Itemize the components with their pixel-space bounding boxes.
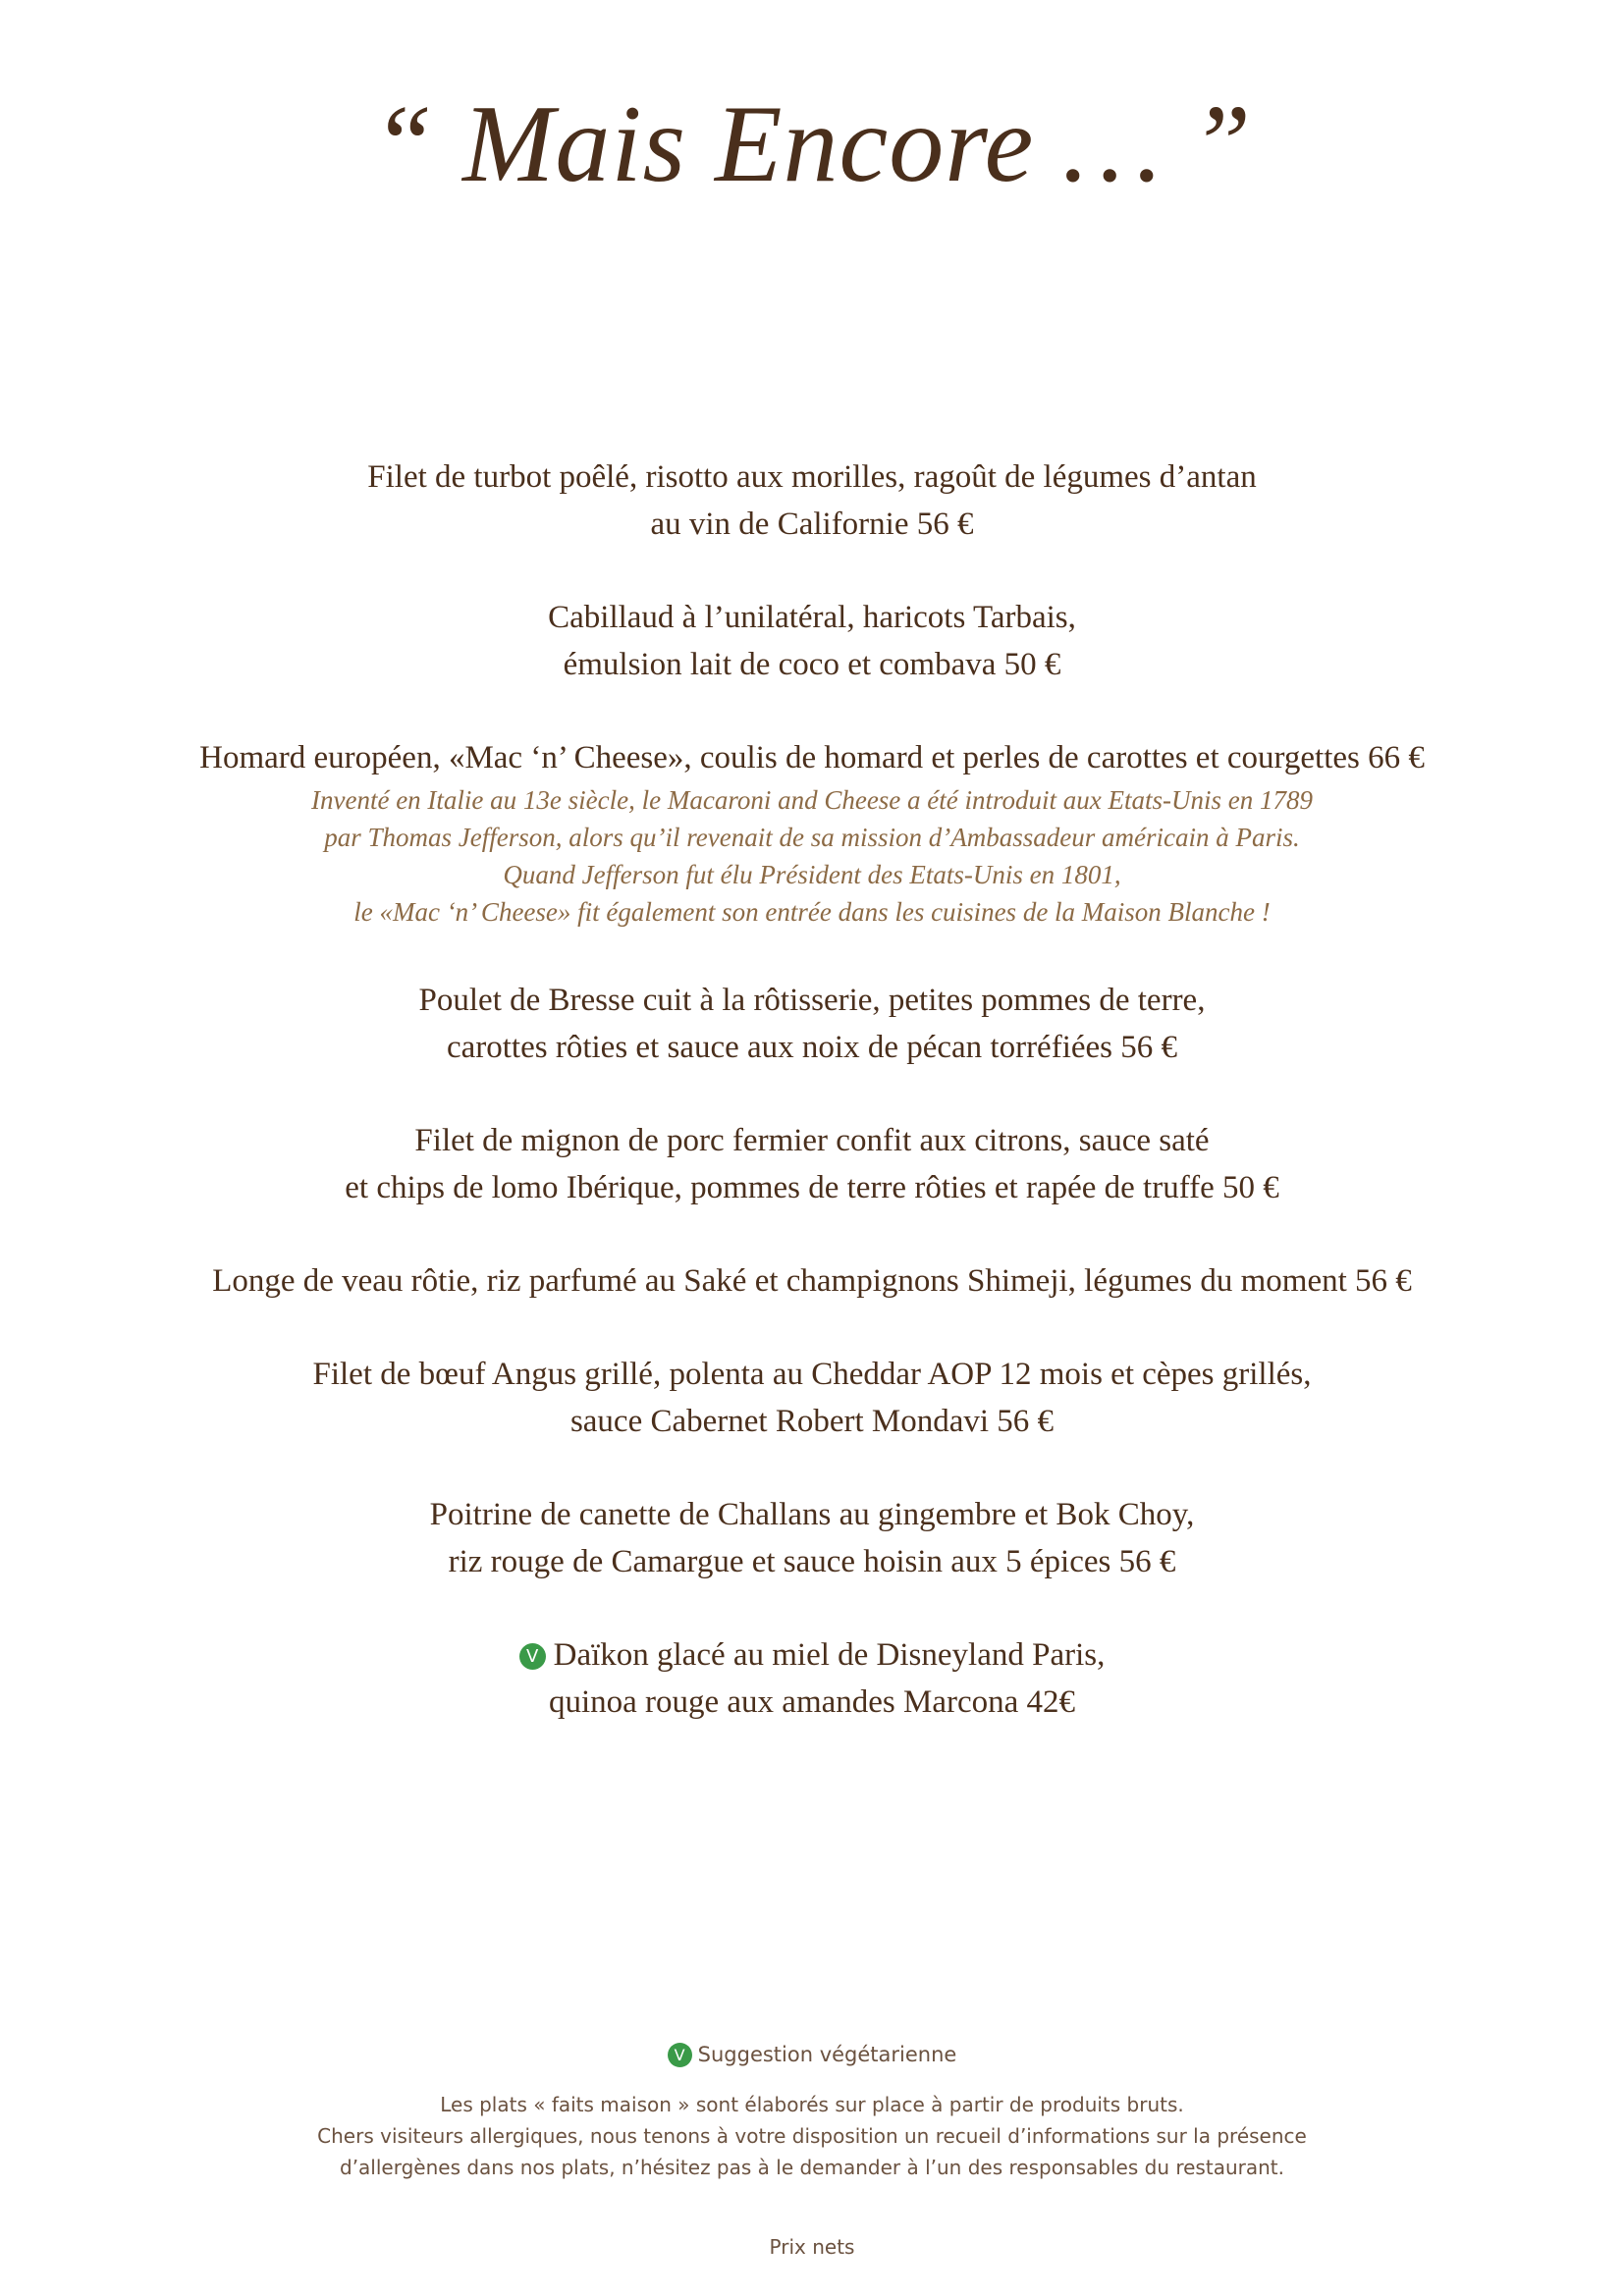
dish-history-note: le «Mac ‘n’ Cheese» fit également son entrée dans les cuisines de la Maison Blanche ! — [353, 897, 1271, 927]
dish-text: Daïkon glacé au miel de Disneyland Paris, — [553, 1637, 1106, 1673]
footer-note: d’allergènes dans nos plats, n’hésitez pas à le demander à l’un des responsables du restaurant. — [340, 2156, 1284, 2179]
dish-line — [0, 1024, 1624, 1071]
dish-item — [0, 977, 1624, 1071]
prix-nets: Prix nets — [769, 2235, 855, 2259]
dish-line — [0, 454, 1624, 501]
dish-text: sauce Cabernet Robert Mondavi 56 € — [569, 1404, 1055, 1439]
dish-history-note: Inventé en Italie au 13e siècle, le Macaroni and Cheese a été introduit aux Etats-Unis en 1789 — [311, 785, 1313, 815]
dish-item — [0, 594, 1624, 688]
dish-line — [0, 594, 1624, 641]
footer-note: Les plats « faits maison » sont élaborés sur place à partir de produits bruts. — [440, 2093, 1184, 2116]
dish-line — [0, 1351, 1624, 1398]
dish-line — [0, 1257, 1624, 1305]
dish-line — [0, 1398, 1624, 1445]
dish-line — [0, 977, 1624, 1024]
dish-text: Cabillaud à l’unilatéral, haricots Tarbais, — [548, 600, 1076, 635]
dish-text: carottes rôties et sauce aux noix de pécan torréfiées 56 € — [446, 1030, 1177, 1065]
dish-text: au vin de Californie 56 € — [650, 507, 974, 542]
dish-text: Longe de veau rôtie, riz parfumé au Saké et champignons Shimeji, légumes du moment 56 € — [212, 1263, 1412, 1299]
dish-line — [0, 1631, 1624, 1679]
dish-line — [0, 1164, 1624, 1211]
dish-item — [0, 1257, 1624, 1305]
dish-line — [0, 1117, 1624, 1164]
dish-text: Filet de mignon de porc fermier confit aux citrons, sauce saté — [414, 1123, 1210, 1158]
dish-line — [0, 641, 1624, 688]
dish-line — [0, 1491, 1624, 1538]
dish-text: Homard européen, «Mac ‘n’ Cheese», coulis de homard et perles de carottes et courgettes 66 € — [199, 740, 1425, 775]
dish-item — [0, 1491, 1624, 1585]
dish-item — [0, 1631, 1624, 1726]
dish-line — [0, 1679, 1624, 1726]
dish-line — [0, 734, 1624, 781]
dish-item — [0, 734, 1624, 931]
dish-line — [0, 501, 1624, 548]
dish-text: quinoa rouge aux amandes Marcona 42€ — [548, 1684, 1076, 1720]
dish-list — [0, 454, 1624, 1772]
dish-text: et chips de lomo Ibérique, pommes de terre rôties et rapée de truffe 50 € — [345, 1170, 1279, 1205]
dish-text: Filet de bœuf Angus grillé, polenta au Cheddar AOP 12 mois et cèpes grillés, — [312, 1357, 1312, 1392]
menu-title: “ Mais Encore … ” — [371, 83, 1253, 205]
dish-history-note: par Thomas Jefferson, alors qu’il revenait de sa mission d’Ambassadeur américain à Paris. — [324, 823, 1300, 852]
dish-history-note: Quand Jefferson fut élu Président des Etats-Unis en 1801, — [503, 860, 1121, 889]
vegetarian-legend — [0, 2040, 1624, 2069]
footer-note: Chers visiteurs allergiques, nous tenons à votre disposition un recueil d’informations sur la présence — [317, 2124, 1307, 2148]
dish-text: Poulet de Bresse cuit à la rôtisserie, petites pommes de terre, — [418, 983, 1206, 1018]
dish-text: Poitrine de canette de Challans au gingembre et Bok Choy, — [429, 1497, 1195, 1532]
vegetarian-icon: V — [668, 2043, 692, 2067]
dish-item — [0, 454, 1624, 548]
dish-text: émulsion lait de coco et combava 50 € — [563, 647, 1061, 682]
dish-item — [0, 1117, 1624, 1211]
vegetarian-legend-label: Suggestion végétarienne — [697, 2043, 957, 2066]
dish-line — [0, 1538, 1624, 1585]
footer — [0, 2040, 1624, 2262]
dish-item — [0, 1351, 1624, 1445]
vegetarian-icon: V — [519, 1643, 546, 1670]
dish-text: riz rouge de Camargue et sauce hoisin aux 5 épices 56 € — [448, 1544, 1176, 1579]
dish-text: Filet de turbot poêlé, risotto aux morilles, ragoût de légumes d’antan — [367, 459, 1257, 495]
